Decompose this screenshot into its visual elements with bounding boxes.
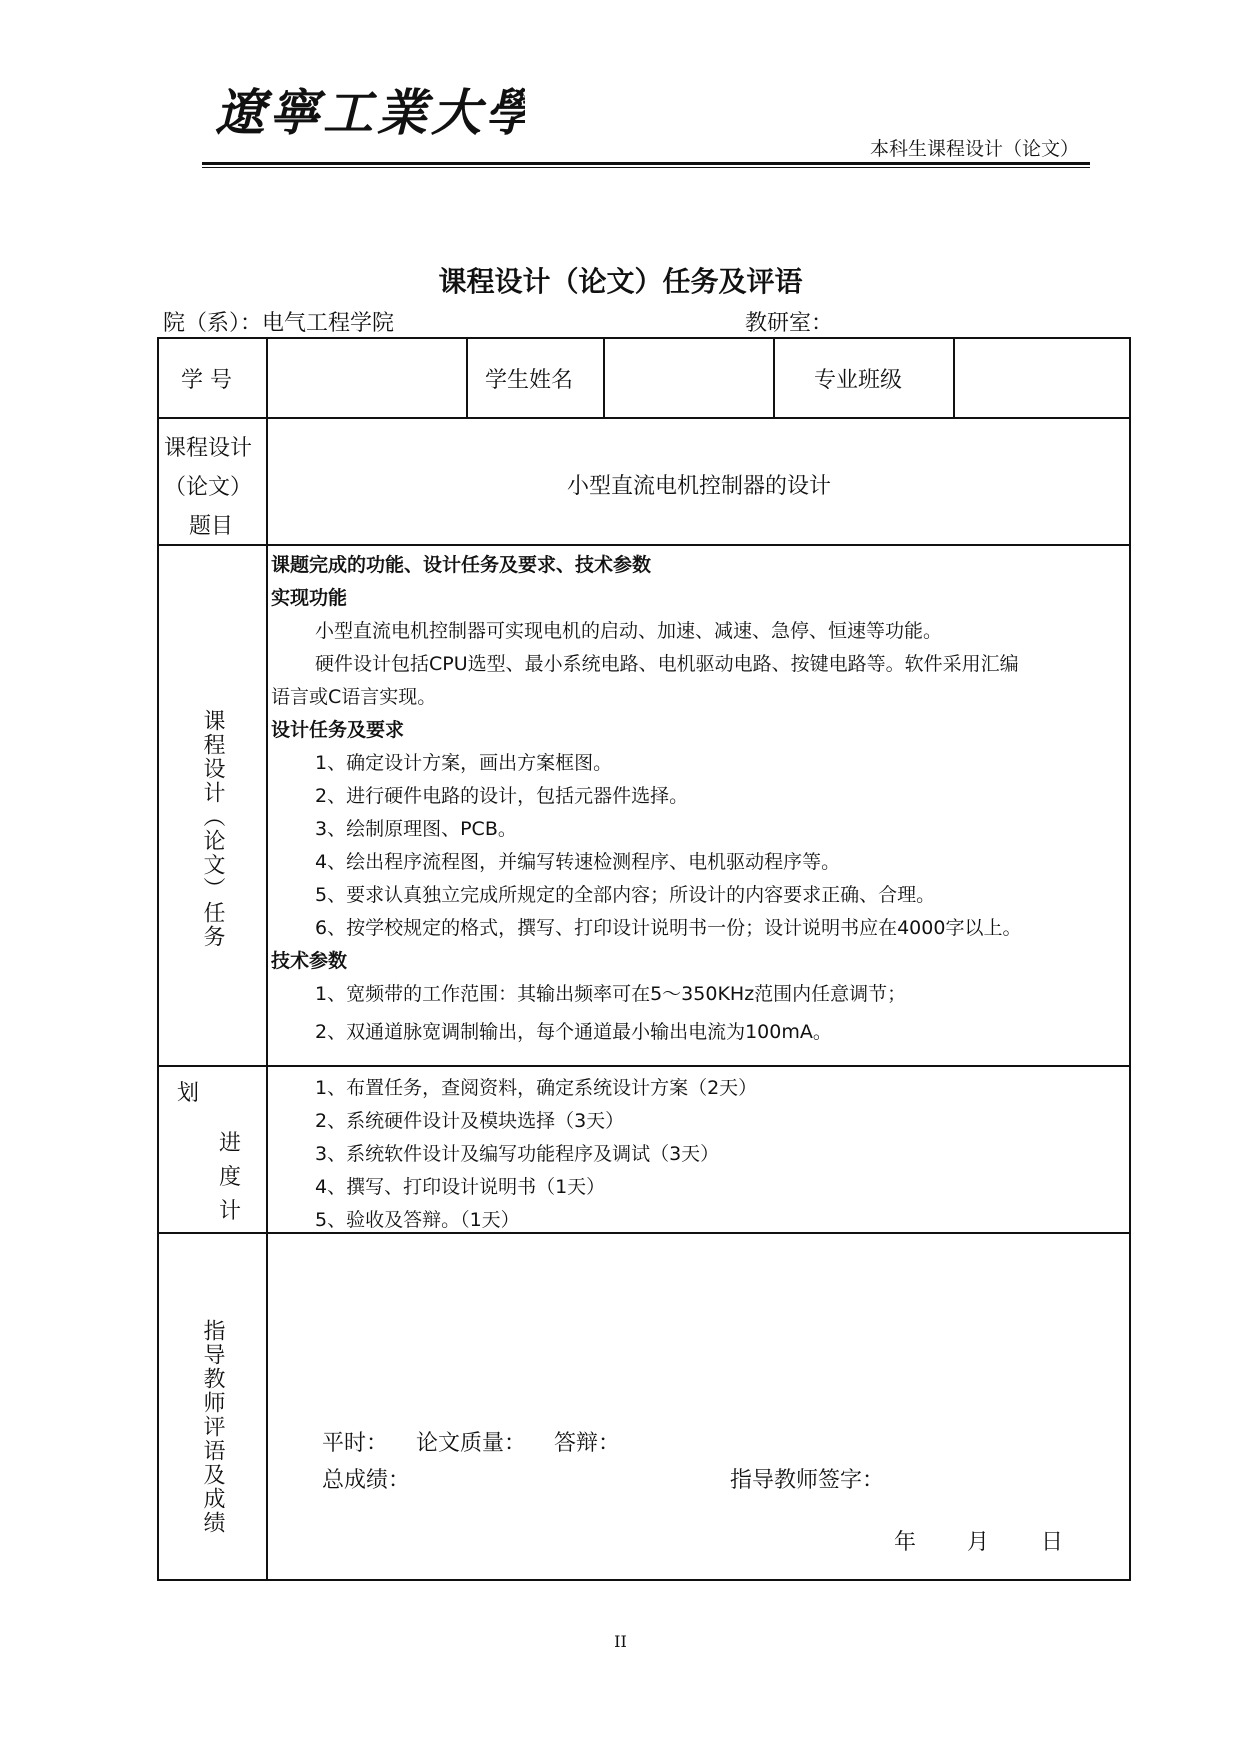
schedule-list: [315, 1072, 1125, 1237]
task-content: [271, 549, 1126, 1049]
topic-label-line3: 题目: [189, 514, 234, 539]
doc-type: 本科生课程设计（论文）: [869, 138, 1079, 160]
task-item: 3、绘制原理图、PCB。: [315, 818, 517, 840]
date-month: 月: [967, 1530, 990, 1555]
logo-calligraphy: [215, 78, 525, 148]
major-class-field[interactable]: [956, 342, 1126, 416]
cell-divider: [953, 339, 955, 417]
form-table: [157, 337, 1131, 1581]
header-rule-thin: [202, 167, 1090, 168]
page-number: II: [614, 1632, 627, 1651]
task-item: 6、按学校规定的格式，撰写、打印设计说明书一份；设计说明书应在4000字以上。: [315, 917, 1022, 939]
row-divider: [159, 1065, 1129, 1067]
task-item: 1、确定设计方案，画出方案框图。: [315, 752, 613, 774]
student-name-label: 学生姓名: [485, 368, 574, 393]
task-item: 2、进行硬件电路的设计，包括元器件选择。: [315, 785, 689, 807]
schedule-label-a: 划: [177, 1081, 200, 1106]
function-paragraph-2b: 语言或C语言实现。: [271, 686, 437, 708]
schedule-item: 5、验收及答辩。（1天）: [315, 1209, 520, 1231]
student-id-field[interactable]: [269, 342, 465, 416]
scores-line: 平时： 论文质量： 答辩：: [322, 1431, 620, 1456]
header-rule-thick: [202, 162, 1090, 165]
heading-params: 技术参数: [271, 950, 348, 972]
total-score-label: 总成绩：: [322, 1468, 411, 1493]
date-year: 年: [894, 1530, 917, 1555]
schedule-item: 3、系统软件设计及编写功能程序及调试（3天）: [315, 1143, 720, 1165]
schedule-label-c: 度: [219, 1165, 242, 1190]
office-line: 教研室：: [745, 311, 834, 336]
cell-divider: [466, 339, 468, 417]
label-column-divider: [266, 339, 268, 1579]
logo-text: 遼寧工業大學: [215, 83, 525, 142]
cell-divider: [773, 339, 775, 417]
evaluation-label-vertical: 指导教师评语及成绩: [200, 1319, 225, 1535]
topic-label-line2: （论文）: [164, 475, 253, 500]
department-line: 院（系）：电气工程学院: [163, 311, 395, 336]
topic-title: 小型直流电机控制器的设计: [566, 474, 831, 499]
function-paragraph-2a: 硬件设计包括CPU选型、最小系统电路、电机驱动电路、按键电路等。软件采用汇编: [315, 653, 1019, 675]
schedule-item: 4、撰写、打印设计说明书（1天）: [315, 1176, 606, 1198]
schedule-label-b: 进: [219, 1131, 242, 1156]
topic-label-line1: 课程设计: [164, 436, 253, 461]
row-divider: [159, 417, 1129, 419]
cell-divider: [603, 339, 605, 417]
param-item: 1、宽频带的工作范围：其输出频率可在5～350KHz范围内任意调节；: [315, 983, 907, 1005]
university-logo: [215, 78, 525, 148]
param-item: 2、双通道脉宽调制输出，每个通道最小输出电流为100mA。: [315, 1021, 832, 1043]
date-day: 日: [1041, 1530, 1064, 1555]
task-item: 4、绘出程序流程图，并编写转速检测程序、电机驱动程序等。: [315, 851, 841, 873]
advisor-signature-label: 指导教师签字：: [730, 1468, 885, 1493]
row-divider: [159, 544, 1129, 546]
page-title: 课程设计（论文）任务及评语: [438, 265, 803, 298]
evaluation-area[interactable]: [269, 1236, 1127, 1566]
schedule-item: 2、系统硬件设计及模块选择（3天）: [315, 1110, 625, 1132]
student-name-field[interactable]: [606, 342, 772, 416]
task-item: 5、要求认真独立完成所规定的全部内容；所设计的内容要求正确、合理。: [315, 884, 936, 906]
heading-tasks: 设计任务及要求: [271, 719, 405, 741]
task-label-vertical: 课程设计（论文）任务: [200, 709, 225, 949]
task-heading-main: 课题完成的功能、设计任务及要求、技术参数: [271, 554, 652, 576]
schedule-item: 1、布置任务，查阅资料，确定系统设计方案（2天）: [315, 1077, 758, 1099]
heading-functions: 实现功能: [271, 587, 348, 609]
function-paragraph-1: 小型直流电机控制器可实现电机的启动、加速、减速、急停、恒速等功能。: [315, 620, 943, 642]
major-class-label: 专业班级: [814, 368, 903, 393]
student-id-label: 学 号: [181, 368, 232, 393]
schedule-label-d: 计: [219, 1199, 242, 1224]
